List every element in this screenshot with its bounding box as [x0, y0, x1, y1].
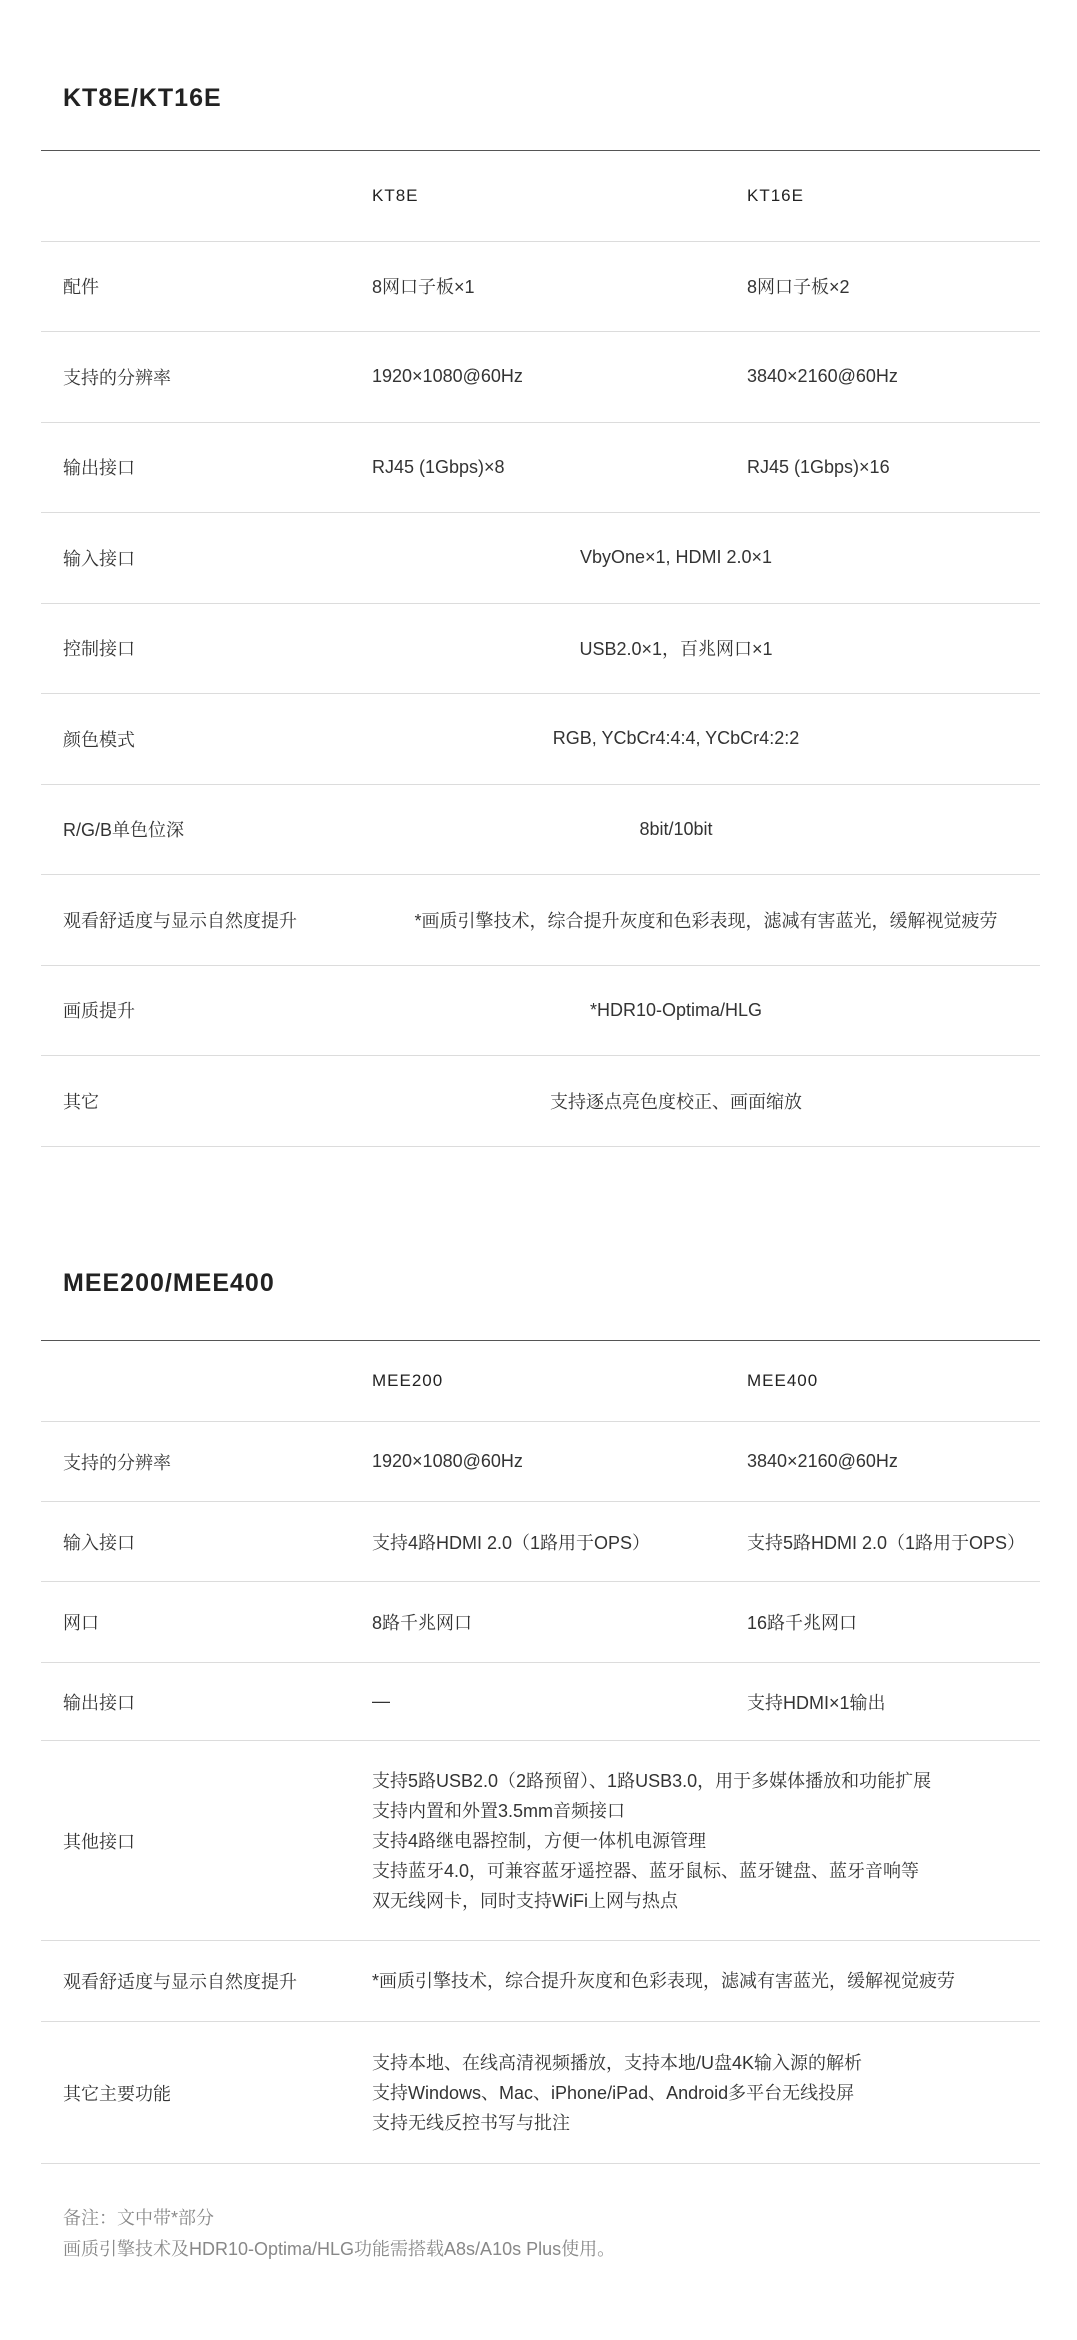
row-label: R/G/B单色位深	[63, 820, 185, 841]
row-value-mee400: 支持5路HDMI 2.0（1路用于OPS）	[747, 1532, 1026, 1553]
table-row	[41, 242, 1040, 333]
text-line: 双无线网卡，同时支持WiFi上网与热点	[372, 1890, 678, 1911]
table-row-merged	[41, 694, 1040, 785]
table-row	[41, 1422, 1040, 1502]
row-label: 输出接口	[63, 1692, 135, 1713]
header-col-mee400: MEE400	[747, 1371, 819, 1390]
row-value-kt8e: 1920×1080@60Hz	[372, 366, 523, 387]
row-label: 网口	[63, 1613, 99, 1633]
table-row-merged	[41, 513, 1040, 604]
row-label: 支持的分辨率	[63, 367, 171, 388]
section-title-mee200-mee400: MEE200/MEE400	[63, 1269, 275, 1297]
spec-table-kt8e-kt16e	[41, 150, 1040, 1147]
text-line: 支持本地、在线高清视频播放，支持本地/U盘4K输入源的解析	[372, 2052, 863, 2073]
row-value-shared: 8bit/10bit	[639, 818, 713, 839]
row-value-kt8e: 8网口子板×1	[372, 277, 475, 298]
row-value-mee200: 支持4路HDMI 2.0（1路用于OPS）	[372, 1532, 651, 1553]
row-label: 配件	[63, 277, 99, 298]
row-value-kt16e: 3840×2160@60Hz	[747, 366, 898, 387]
table-row-other-interfaces	[41, 1741, 1040, 1941]
table-row-merged	[41, 875, 1040, 966]
table-row	[41, 1502, 1040, 1582]
row-label: 其它主要功能	[63, 2083, 171, 2104]
row-label: 观看舒适度与显示自然度提升	[63, 910, 297, 931]
row-value-lines	[372, 1766, 1040, 1916]
header-col-mee200: MEE200	[372, 1371, 444, 1390]
row-value-shared: *画质引擎技术，综合提升灰度和色彩表现，滤减有害蓝光，缓解视觉疲劳	[372, 1971, 956, 1991]
row-label: 其他接口	[63, 1831, 135, 1852]
text-line: 支持蓝牙4.0，可兼容蓝牙遥控器、蓝牙鼠标、蓝牙键盘、蓝牙音响等	[372, 1860, 920, 1881]
row-value-shared: USB2.0×1，百兆网口×1	[579, 639, 773, 660]
header-col-kt16e: KT16E	[747, 185, 804, 205]
row-value-kt16e: RJ45 (1Gbps)×16	[747, 456, 890, 477]
row-label: 画质提升	[63, 1001, 135, 1022]
table-header-row	[41, 1341, 1040, 1422]
row-value-kt8e: RJ45 (1Gbps)×8	[372, 456, 505, 477]
row-value-mee400: 3840×2160@60Hz	[747, 1451, 898, 1471]
row-value-kt16e: 8网口子板×2	[747, 277, 850, 298]
table-row	[41, 332, 1040, 423]
row-label: 支持的分辨率	[63, 1452, 171, 1473]
row-value-shared: RGB, YCbCr4:4:4, YCbCr4:2:2	[552, 728, 800, 749]
text-line: 支持Windows、Mac、iPhone/iPad、Android多平台无线投屏	[372, 2082, 855, 2103]
row-label: 颜色模式	[63, 729, 135, 750]
row-label: 观看舒适度与显示自然度提升	[63, 1972, 297, 1992]
table-row-merged	[41, 966, 1040, 1057]
row-label: 控制接口	[63, 639, 135, 660]
row-value-shared: 支持逐点亮色度校正、画面缩放	[550, 1091, 802, 1112]
table-row-comfort	[41, 1941, 1040, 2022]
header-col-kt8e: KT8E	[372, 185, 419, 205]
footnote-line: 画质引擎技术及HDR10-Optima/HLG功能需搭载A8s/A10s Plus使用。	[63, 2239, 616, 2259]
spec-table-mee200-mee400	[41, 1340, 1040, 2164]
row-value-shared: *HDR10-Optima/HLG	[589, 999, 763, 1020]
row-value-mee400: 支持HDMI×1输出	[747, 1692, 886, 1713]
row-value-mee200: 1920×1080@60Hz	[372, 1451, 523, 1471]
section-title-kt8e-kt16e: KT8E/KT16E	[63, 84, 222, 112]
footnote	[63, 2203, 615, 2265]
row-value-mee200: —	[372, 1691, 390, 1711]
row-label: 输出接口	[63, 458, 135, 479]
footnote-line: 备注：文中带*部分	[63, 2208, 215, 2228]
table-row	[41, 1582, 1040, 1663]
text-line: 支持无线反控书写与批注	[372, 2112, 570, 2133]
table-row-merged	[41, 604, 1040, 695]
table-row	[41, 1663, 1040, 1741]
table-header-row	[41, 151, 1040, 242]
table-row	[41, 423, 1040, 514]
table-row-merged	[41, 785, 1040, 876]
row-value-mee200: 8路千兆网口	[372, 1613, 473, 1633]
text-line: 支持内置和外置3.5mm音频接口	[372, 1800, 626, 1821]
text-line: 支持4路继电器控制，方便一体机电源管理	[372, 1830, 707, 1851]
text-line: 支持5路USB2.0（2路预留）、1路USB3.0，用于多媒体播放和功能扩展	[372, 1770, 932, 1791]
row-value-shared: *画质引擎技术，综合提升灰度和色彩表现，滤减有害蓝光，缓解视觉疲劳	[414, 910, 998, 931]
table-row-merged	[41, 1056, 1040, 1147]
row-value-shared: VbyOne×1, HDMI 2.0×1	[579, 547, 773, 568]
row-value-lines	[372, 2048, 1040, 2138]
row-label: 其它	[63, 1091, 99, 1112]
row-label: 输入接口	[63, 1532, 135, 1553]
table-row-main-functions	[41, 2022, 1040, 2164]
row-value-mee400: 16路千兆网口	[747, 1613, 858, 1633]
row-label: 输入接口	[63, 548, 135, 569]
